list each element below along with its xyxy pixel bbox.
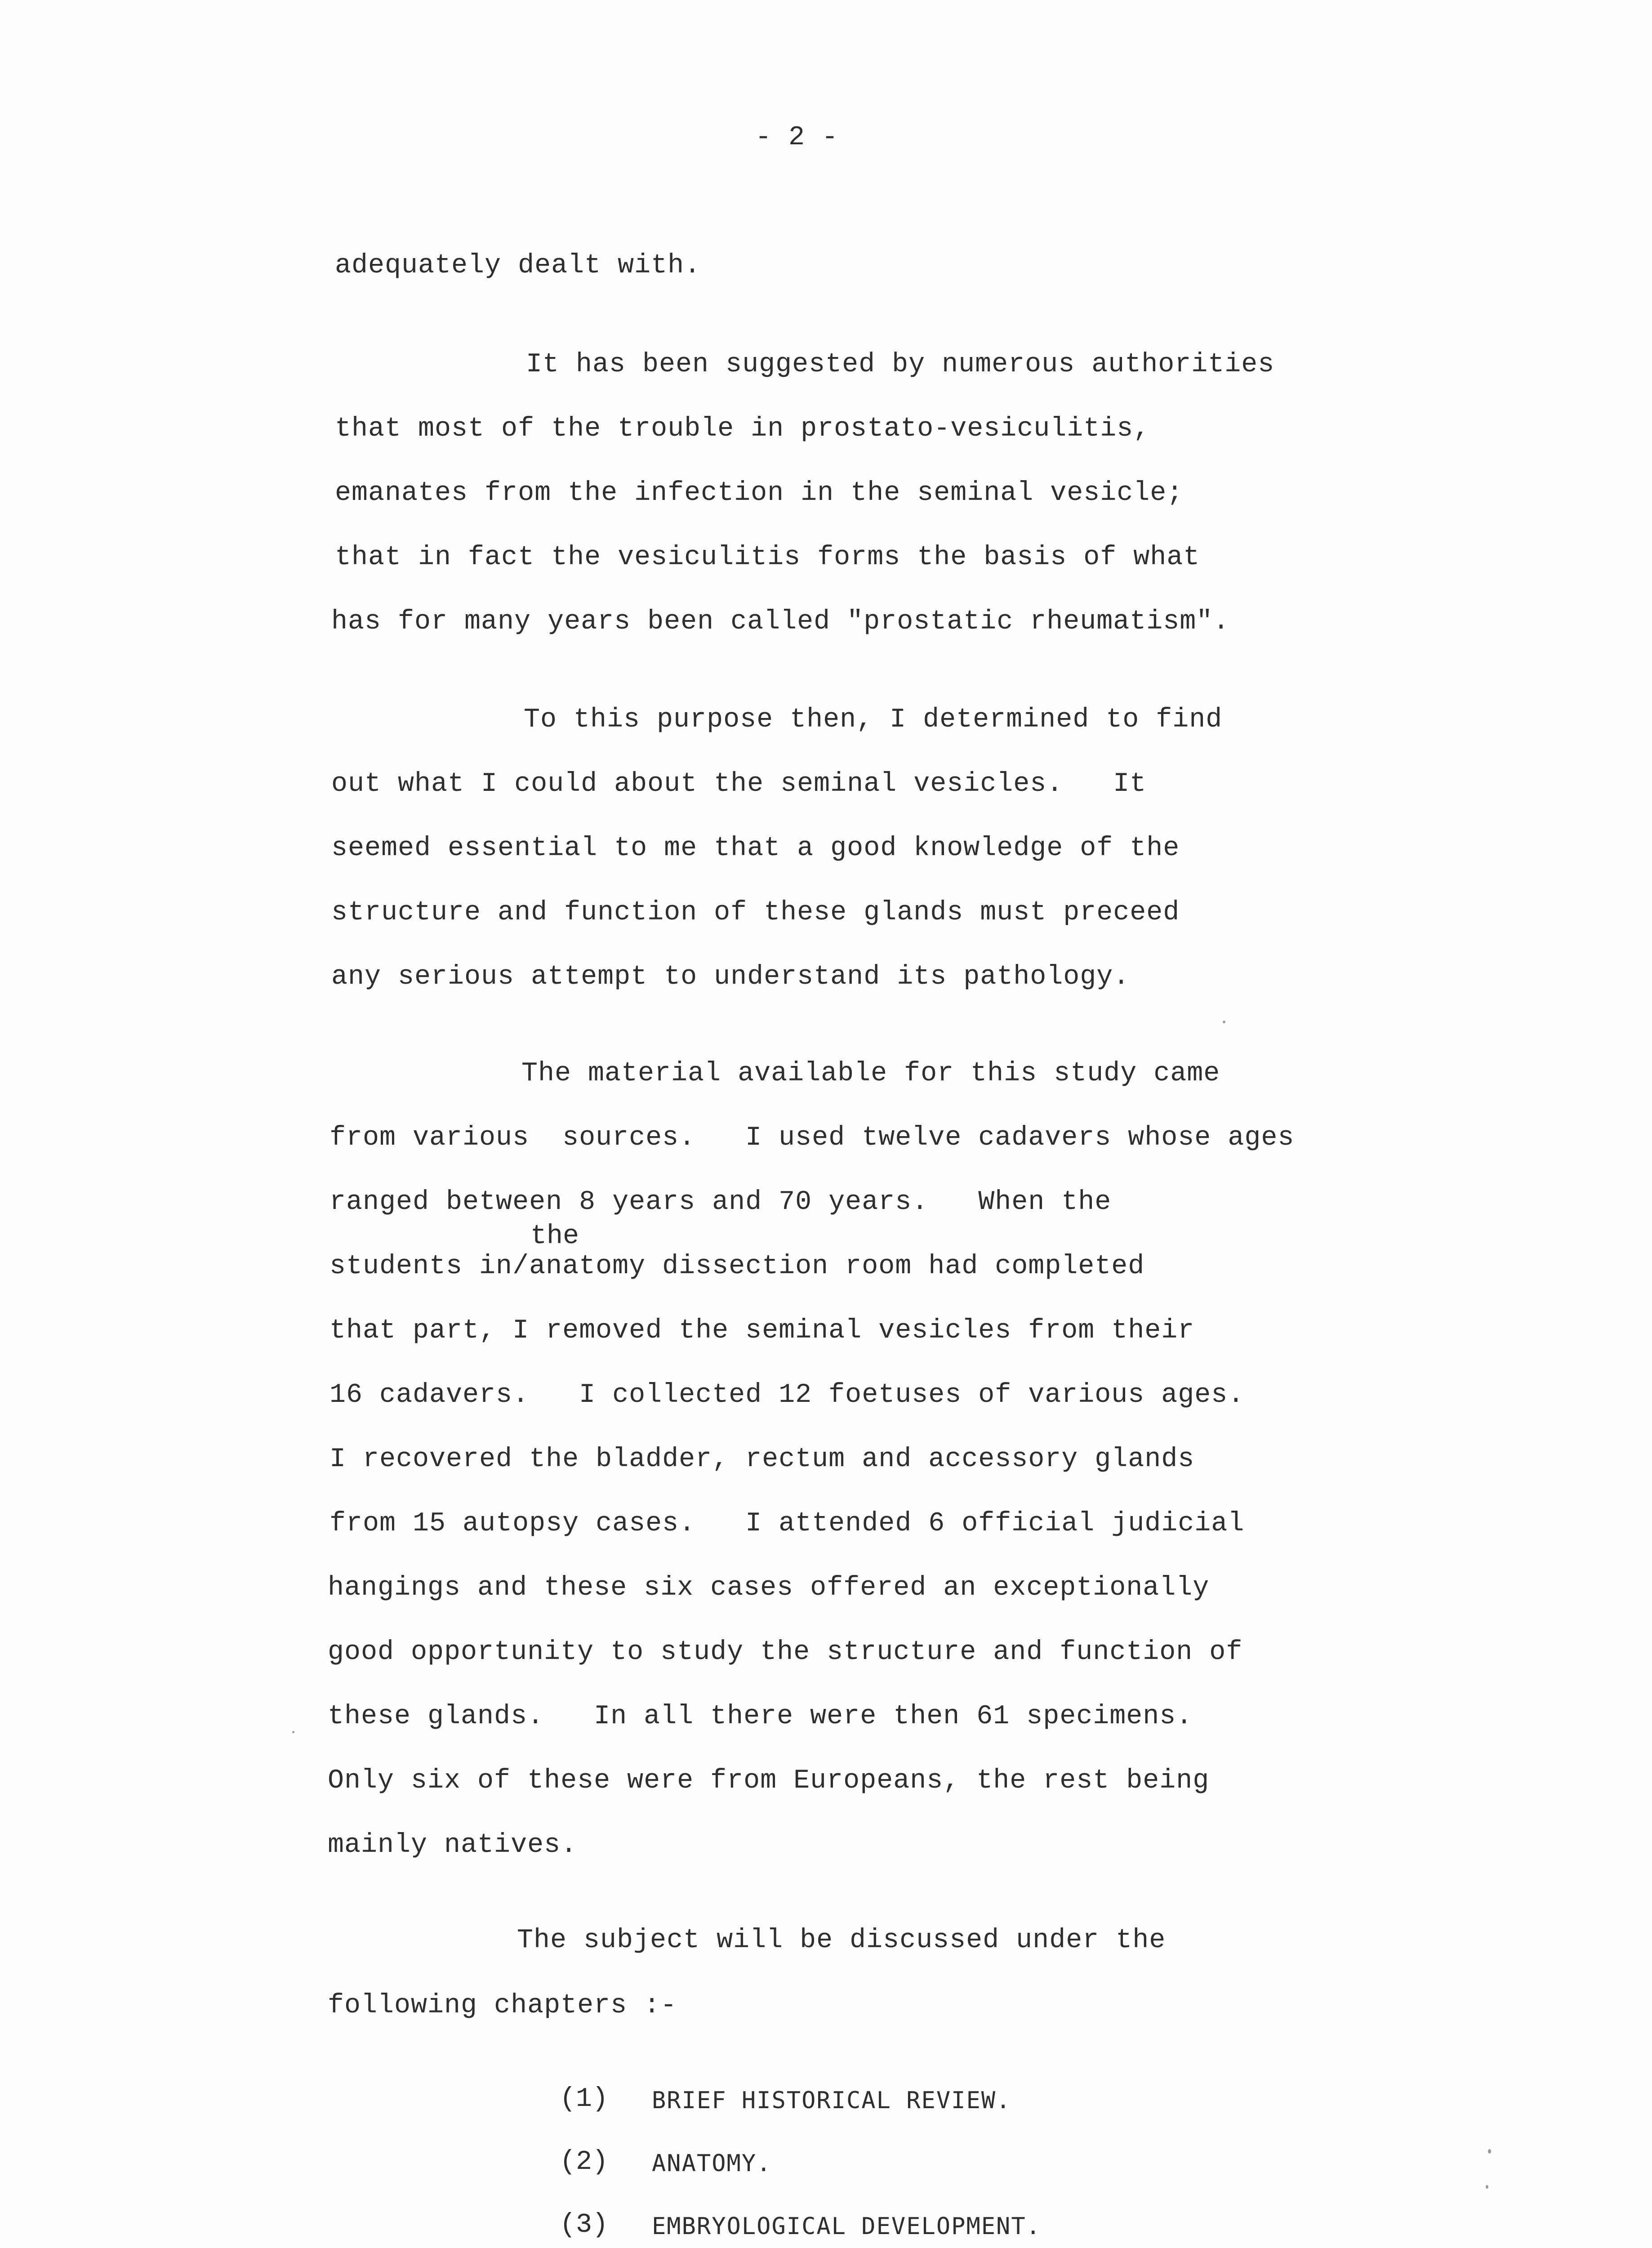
text-line: structure and function of these glands must preceed — [331, 897, 1180, 928]
text-line: It has been suggested by numerous authorities — [526, 349, 1275, 380]
text-line: good opportunity to study the structure and function of — [328, 1637, 1243, 1668]
text-line: adequately dealt with. — [335, 250, 701, 281]
scan-speck — [1223, 1021, 1225, 1023]
scan-speck — [1488, 2149, 1491, 2154]
text-line: from various sources. I used twelve cadavers whose ages — [330, 1123, 1295, 1153]
text-line: 16 cadavers. I collected 12 foetuses of various ages. — [330, 1380, 1245, 1410]
text-line: mainly natives. — [328, 1830, 578, 1860]
text-line: ranged between 8 years and 70 years. When the — [330, 1187, 1112, 1218]
text-line: any serious attempt to understand its pathology. — [331, 962, 1130, 992]
text-line: that most of the trouble in prostato-vesiculitis, — [335, 414, 1150, 444]
text-line: The material available for this study came — [521, 1058, 1220, 1089]
text-line: hangings and these six cases offered an exceptionally — [328, 1573, 1210, 1603]
text-line: I recovered the bladder, rectum and accessory glands — [330, 1444, 1195, 1475]
text-line: these glands. In all there were then 61 specimens. — [328, 1701, 1193, 1732]
chapter-number: (3) — [560, 2210, 609, 2240]
page-number: - 2 - — [755, 122, 839, 153]
text-line: following chapters :- — [328, 1990, 677, 2021]
handwritten-insertion: the — [530, 1221, 579, 1252]
text-line: students in/anatomy dissection room had completed — [330, 1251, 1145, 1282]
text-line: out what I could about the seminal vesicles. It — [331, 769, 1147, 799]
text-line: To this purpose then, I determined to find — [524, 705, 1223, 735]
chapter-title: EMBRYOLOGICAL DEVELOPMENT. — [652, 2213, 1041, 2240]
chapter-number: (1) — [560, 2084, 609, 2114]
text-line: emanates from the infection in the seminal vesicle; — [335, 478, 1184, 508]
text-line: that in fact the vesiculitis forms the basis of what — [335, 542, 1200, 573]
text-line: has for many years been called "prostatic rheumatism". — [331, 607, 1230, 637]
text-line: from 15 autopsy cases. I attended 6 official judicial — [330, 1508, 1245, 1539]
text-line: Only six of these were from Europeans, the rest being — [328, 1766, 1210, 1796]
scan-speck — [292, 1731, 294, 1733]
text-line: that part, I removed the seminal vesicles from their — [330, 1316, 1195, 1346]
text-line: seemed essential to me that a good knowledge of the — [331, 833, 1180, 864]
chapter-number: (2) — [560, 2147, 609, 2177]
chapter-title: ANATOMY. — [652, 2150, 772, 2177]
chapter-title: BRIEF HISTORICAL REVIEW. — [652, 2087, 1011, 2114]
text-line: The subject will be discussed under the — [517, 1925, 1166, 1956]
scan-speck — [1486, 2185, 1488, 2189]
